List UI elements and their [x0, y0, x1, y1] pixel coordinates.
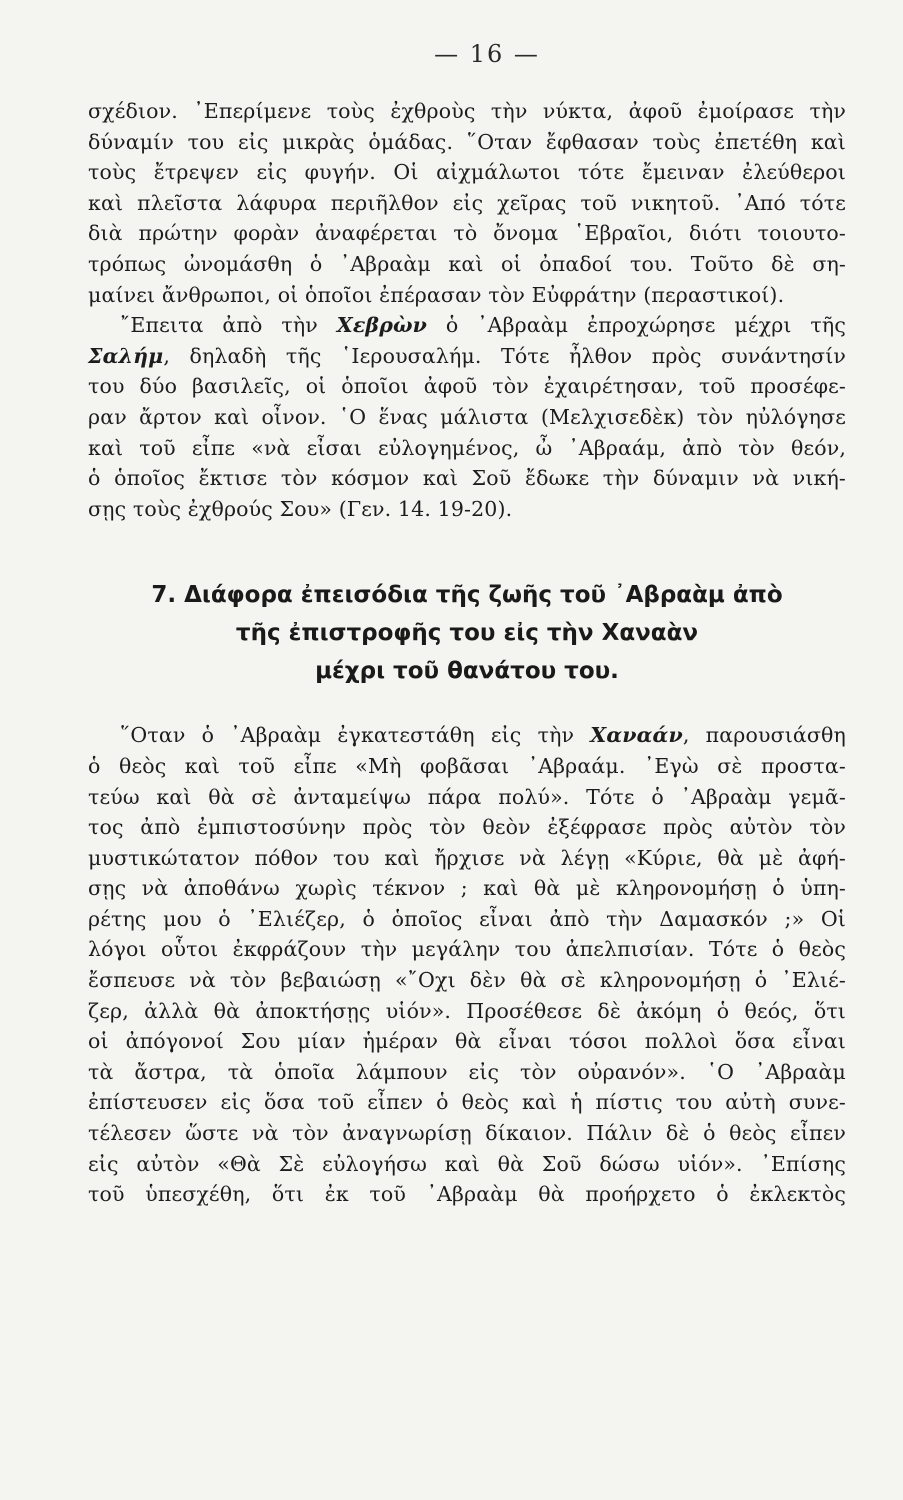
text-line	[88, 720, 846, 751]
heading-line: τῆς ἐπιστροφῆς του εἰς τὴν Χαναὰν	[235, 620, 699, 647]
text-line: τὰ ἄστρα, τὰ ὁποῖα λάμπουν εἰς τὸν οὐρανόν». ῾Ο ᾽Αβραὰμ	[88, 1059, 846, 1084]
text-line: τοῦ ὑπεσχέθη, ὅτι ἐκ τοῦ ᾽Αβραὰμ θὰ προήρχετο ὁ ἐκλεκτὸς	[88, 1182, 846, 1207]
text-line: καὶ τοῦ εἶπε «νὰ εἶσαι εὐλογημένος, ὦ ᾽Αβραάμ, ἀπὸ τὸν θεόν,	[88, 435, 846, 460]
text-line: τέλεσεν ὥστε νὰ τὸν ἀναγνωρίσῃ δίκαιον. Πάλιν δὲ ὁ θεὸς εἶπεν	[88, 1121, 846, 1146]
text-line: μαίνει ἄνθρωποι, οἱ ὁποῖοι ἐπέρασαν τὸν Εὐφράτην (περαστικοί).	[88, 282, 785, 307]
book-page	[88, 40, 846, 1210]
section-heading	[88, 576, 846, 690]
paragraph-3	[88, 720, 846, 1210]
text-line: ἐπίστευσεν εἰς ὅσα τοῦ εἶπεν ὁ θεὸς καὶ ἡ πίστις του αὐτὴ συνε-	[88, 1090, 846, 1115]
text-line: σῃς νὰ ἀποθάνω χωρὶς τέκνον ; καὶ θὰ μὲ κληρονομήσῃ ὁ ὑπη-	[88, 876, 846, 901]
paragraph-1	[88, 96, 846, 310]
text-run: ῎Επειτα ἀπὸ τὴν	[120, 313, 337, 338]
text-line: οἱ ἀπόγονοί Σου μίαν ἡμέραν θὰ εἶναι τόσοι πολλοὶ ὅσα εἶναι	[88, 1029, 846, 1054]
text-line: τρόπως ὠνομάσθη ὁ ᾽Αβραὰμ καὶ οἱ ὀπαδοί του. Τοῦτο δὲ ση-	[88, 251, 846, 276]
text-line: ὁ ὁποῖος ἔκτισε τὸν κόσμον καὶ Σοῦ ἔδωκε τὴν δύναμιν νὰ νική-	[88, 466, 846, 491]
page-number: — 16 —	[434, 40, 540, 68]
heading-line: 7. Διάφορα ἐπεισόδια τῆς ζωῆς τοῦ ᾽Αβραὰμ ἀπὸ	[151, 582, 783, 609]
text-line: ὁ θεὸς καὶ τοῦ εἶπε «Μὴ φοβᾶσαι ᾽Αβραάμ. ᾽Εγὼ σὲ προστα-	[88, 753, 846, 778]
place-name-chanaan: Χαναάν	[590, 723, 683, 748]
text-line: δύναμίν του εἰς μικρὰς ὁμάδας. ῞Οταν ἔφθασαν τοὺς ἐπετέθη καὶ	[88, 129, 846, 154]
text-line: σῃς τοὺς ἐχθρούς Σου» (Γεν. 14. 19-20).	[88, 496, 513, 521]
text-line: ραν ἄρτον καὶ οἶνον. ῾Ο ἕνας μάλιστα (Μελχισεδὲκ) τὸν ηὐλόγησε	[88, 404, 846, 429]
text-line: ζερ, ἀλλὰ θὰ ἀποκτήσῃς υἱόν». Προσέθεσε δὲ ἀκόμη ὁ θεός, ὅτι	[88, 998, 846, 1023]
text-line: μυστικώτατον πόθον του καὶ ἤρχισε νὰ λέγῃ «Κύριε, θὰ μὲ ἀφή-	[88, 845, 846, 870]
text-run: , παρουσιάσθη	[682, 723, 846, 748]
text-line	[88, 341, 846, 372]
text-line: τεύω καὶ θὰ σὲ ἀνταμείψω πάρα πολύ». Τότε ὁ ᾽Αβραὰμ γεμᾶ-	[88, 784, 846, 809]
text-line: ἔσπευσε νὰ τὸν βεβαιώσῃ «῎Οχι δὲν θὰ σὲ κληρονομήσῃ ὁ ᾽Ελιέ-	[88, 968, 846, 993]
text-line: τοὺς ἔτρεψεν εἰς φυγήν. Οἱ αἰχμάλωτοι τότε ἔμειναν ἐλεύθεροι	[88, 160, 846, 185]
text-run: ὁ ᾽Αβραὰμ ἐπροχώρησε μέχρι τῆς	[427, 313, 846, 338]
text-line: ρέτης μου ὁ ᾽Ελιέζερ, ὁ ὁποῖος εἶναι ἀπὸ τὴν Δαμασκόν ;» Οἱ	[88, 906, 846, 931]
paragraph-2	[88, 310, 846, 524]
text-line: του δύο βασιλεῖς, οἱ ὁποῖοι ἀφοῦ τὸν ἐχαιρέτησαν, τοῦ προσέφε-	[88, 374, 846, 399]
text-line: διὰ πρώτην φορὰν ἀναφέρεται τὸ ὄνομα ῾Εβραῖοι, διότι τοιουτο-	[88, 221, 846, 246]
text-line: λόγοι οὗτοι ἐκφράζουν τὴν μεγάλην του ἀπελπισίαν. Τότε ὁ θεὸς	[88, 937, 846, 962]
text-run: , δηλαδὴ τῆς ῾Ιερουσαλήμ. Τότε ἦλθον πρὸς συνάντησίν	[163, 343, 846, 368]
place-name-chebron: Χεβρὼν	[336, 313, 428, 338]
text-line: τος ἀπὸ ἐμπιστοσύνην πρὸς τὸν θεὸν ἐξέφρασε πρὸς αὐτὸν τὸν	[88, 815, 846, 840]
text-line: σχέδιον. ᾽Επερίμενε τοὺς ἐχθροὺς τὴν νύκτα, ἀφοῦ ἐμοίρασε τὴν	[88, 99, 846, 123]
text-run: ῞Οταν ὁ ᾽Αβραὰμ ἐγκατεστάθη εἰς τὴν	[120, 723, 591, 748]
heading-line: μέχρι τοῦ θανάτου του.	[315, 658, 619, 685]
text-line	[88, 310, 846, 341]
text-line: εἰς αὐτὸν «Θὰ Σὲ εὐλογήσω καὶ θὰ Σοῦ δώσω υἱόν». ᾽Επίσης	[88, 1151, 846, 1176]
text-line: καὶ πλεῖστα λάφυρα περιῆλθον εἰς χεῖρας τοῦ νικητοῦ. ᾽Από τότε	[88, 190, 846, 215]
place-name-salem: Σαλήμ	[88, 343, 164, 368]
